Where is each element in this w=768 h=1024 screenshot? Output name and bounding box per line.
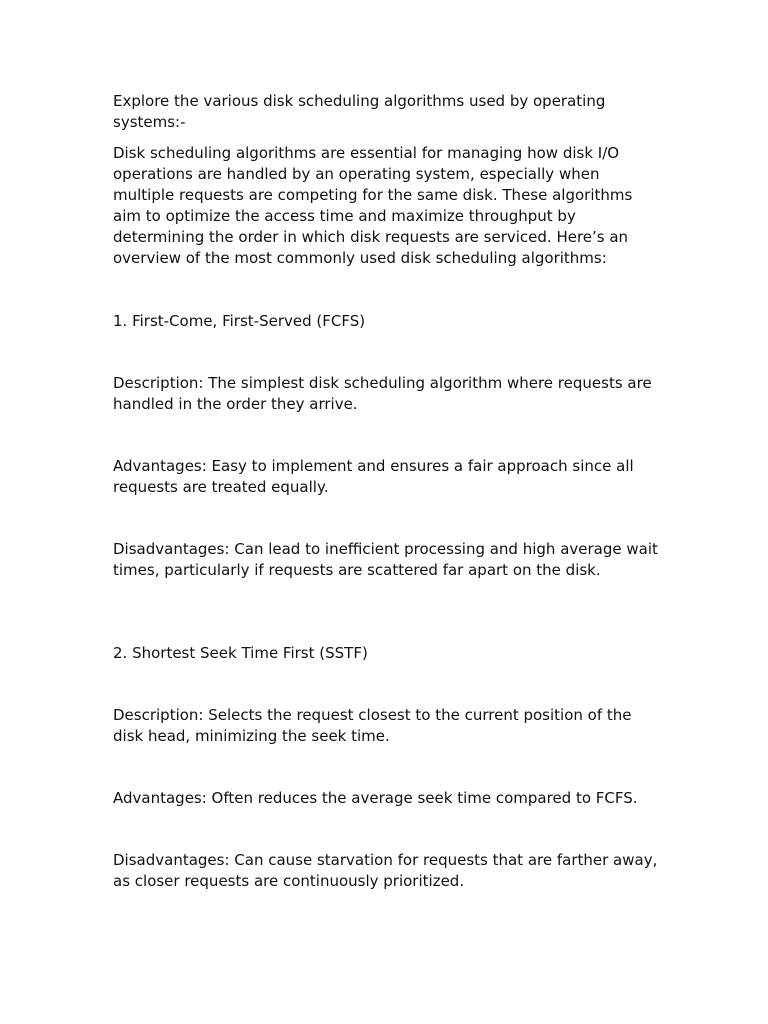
document-page (113, 91, 661, 892)
intro-paragraph: Disk scheduling algorithms are essential for managing how disk I/O operations are handled by an operating system, especially when multiple requests are competing for the same disk. These algorithms aim to optimize the access time and maximize throughput by determining the order in which disk requests are serviced. Here’s an overview of the most commonly used disk scheduling algorithms: (113, 144, 633, 267)
section-description: Description: The simplest disk scheduling algorithm where requests are handled in the order they arrive. (113, 374, 652, 413)
section-fcfs (113, 311, 661, 581)
section-disadvantages: Disadvantages: Can cause starvation for requests that are farther away, as closer requests are continuously prioritized. (113, 851, 658, 890)
section-description: Description: Selects the request closest to the current position of the disk head, minimizing the seek time. (113, 706, 632, 745)
intro-title: Explore the various disk scheduling algorithms used by operating systems:- (113, 92, 606, 131)
section-disadvantages: Disadvantages: Can lead to inefficient processing and high average wait times, particularly if requests are scattered far apart on the disk. (113, 540, 658, 579)
section-heading: 1. First-Come, First-Served (FCFS) (113, 312, 366, 330)
section-heading: 2. Shortest Seek Time First (SSTF) (113, 644, 368, 662)
section-advantages: Advantages: Easy to implement and ensures a fair approach since all requests are treated equally. (113, 457, 634, 496)
section-sstf (113, 643, 661, 892)
section-advantages: Advantages: Often reduces the average seek time compared to FCFS. (113, 789, 638, 807)
